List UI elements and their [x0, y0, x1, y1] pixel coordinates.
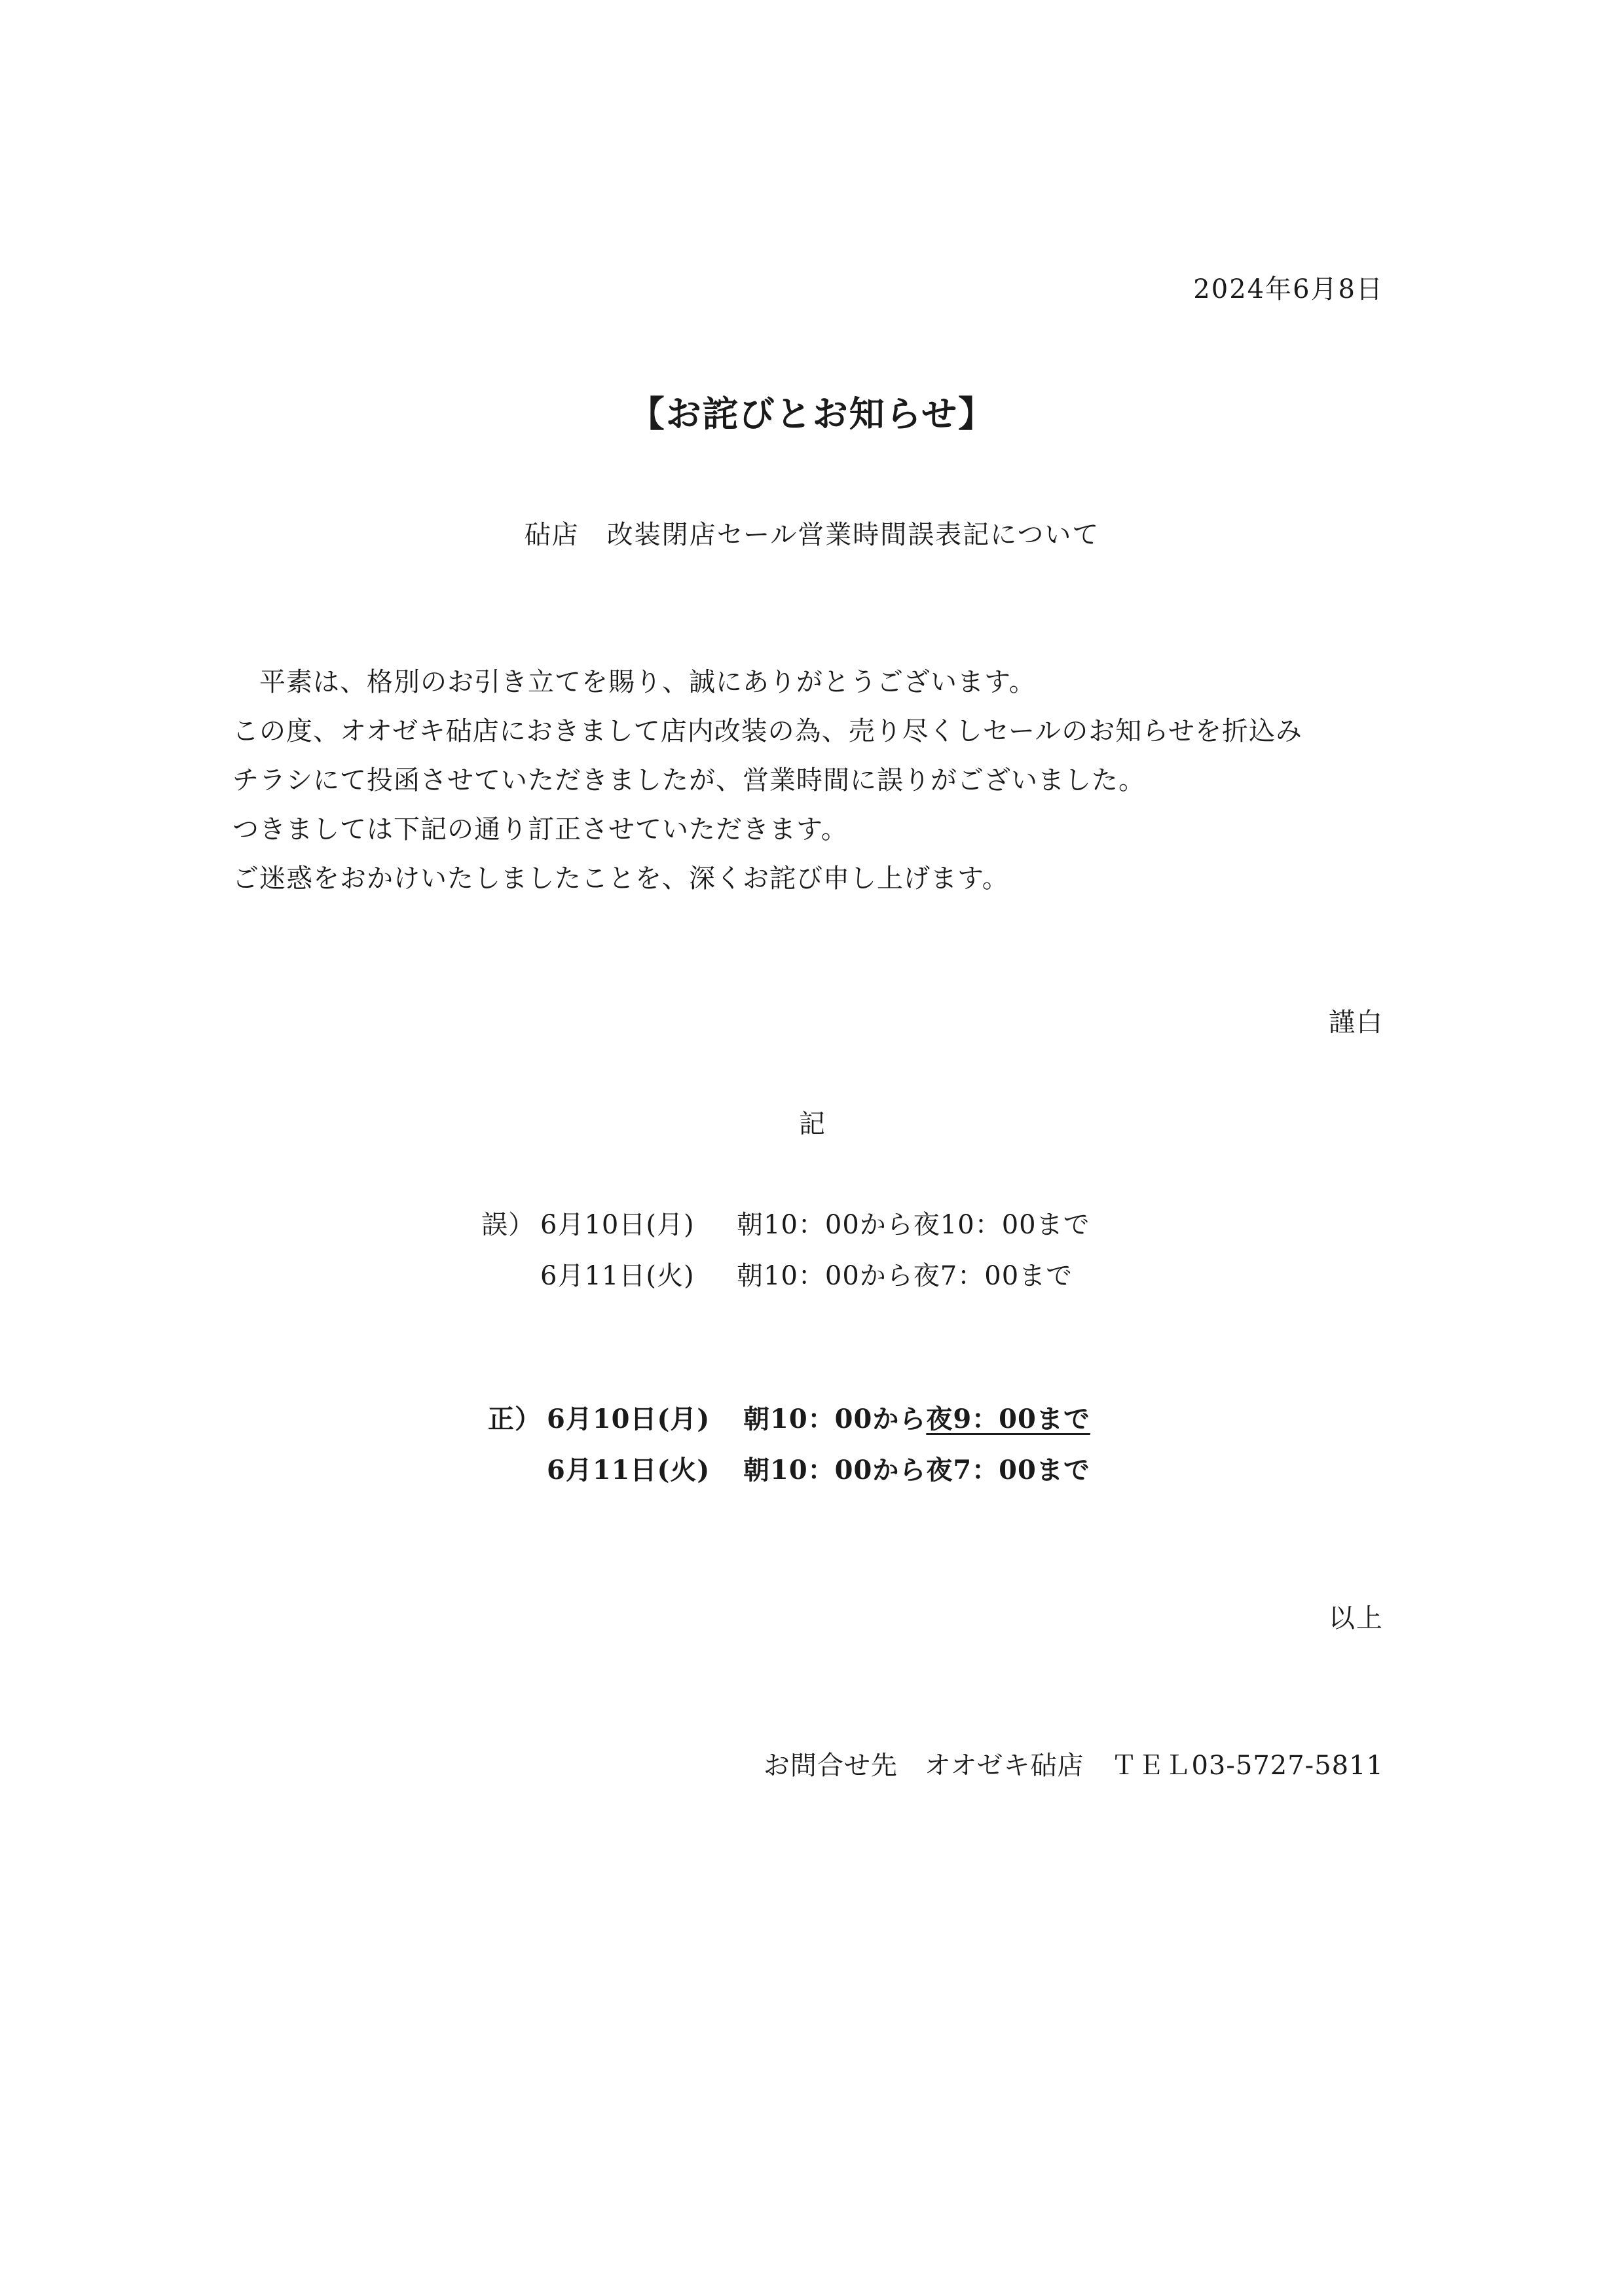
body-line: つきましては下記の通り訂正させていただきます。	[232, 814, 848, 845]
ijou-closing: 以上	[1329, 1603, 1384, 1633]
schedule-row	[481, 1197, 1090, 1248]
schedule-day: 6月10日(月)	[547, 1403, 710, 1434]
schedule-day: 6月11日(火)	[547, 1454, 710, 1485]
document-date: 2024年6月8日	[1193, 274, 1384, 304]
body-line: ご迷惑をおかけいたしましたことを、深くお詫び申し上げます。	[232, 864, 1009, 894]
contact-info: お問合せ先 オオゼキ砧店 ＴＥＬ03-5727-5811	[763, 1751, 1384, 1781]
schedule-row	[481, 1248, 1090, 1299]
schedule-hours: 朝10：00から夜7：00まで	[743, 1454, 1090, 1485]
wrong-schedule	[481, 1197, 1090, 1299]
document-subtitle: 砧店 改装閉店セール営業時間誤表記について	[524, 520, 1100, 550]
correct-schedule	[488, 1391, 1090, 1493]
schedule-row	[488, 1442, 1090, 1493]
schedule-row	[488, 1391, 1090, 1442]
wrong-mark: 誤）	[481, 1209, 535, 1240]
hours-prefix: 朝10：00から	[743, 1403, 927, 1434]
schedule-day: 6月11日(火)	[540, 1260, 695, 1291]
ki-heading: 記	[799, 1109, 825, 1139]
schedule-hours	[743, 1398, 1090, 1436]
body-line: この度、オオゼキ砧店におきまして店内改装の為、売り尽くしセールのお知らせを折込み	[232, 716, 1302, 746]
document-title: 【お詫びとお知らせ】	[629, 393, 995, 435]
schedule-hours: 朝10：00から夜10：00まで	[737, 1209, 1090, 1240]
schedule-hours: 朝10：00から夜7：00まで	[737, 1260, 1073, 1291]
corrected-hours: 夜9：00まで	[926, 1403, 1090, 1434]
body-line: チラシにて投函させていただきましたが、営業時間に誤りがございました。	[232, 765, 1145, 795]
correct-mark: 正）	[488, 1403, 542, 1434]
body-text	[232, 658, 1411, 903]
body-line: 平素は、格別のお引き立てを賜り、誠にありがとうございます。	[232, 667, 1036, 697]
closing-salutation: 謹白	[1329, 1008, 1384, 1038]
schedule-day: 6月10日(月)	[540, 1209, 695, 1240]
